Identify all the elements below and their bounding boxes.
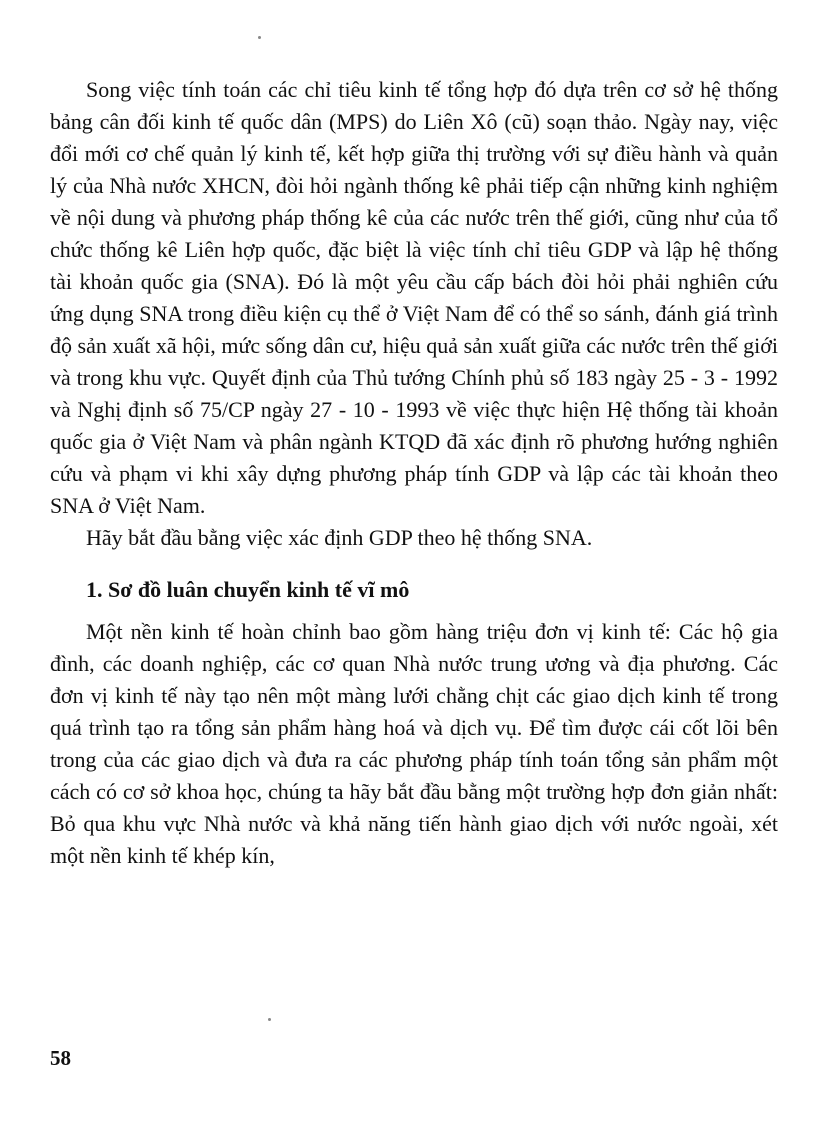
scan-speck — [258, 36, 261, 39]
section-heading: 1. Sơ đồ luân chuyển kinh tế vĩ mô — [86, 577, 410, 602]
scan-speck — [268, 1018, 271, 1021]
body-text — [50, 74, 778, 872]
page-number: 58 — [50, 1046, 71, 1070]
paragraph-mps-sna: Song việc tính toán các chỉ tiêu kinh tế tổng hợp đó dựa trên cơ sở hệ thống bảng cân đối kinh tế quốc dân (MPS) do Liên Xô (cũ) soạn thảo. Ngày nay, việc đổi mới cơ chế quản lý kinh tế, kết hợp giữa thị trường với sự điều hành và quản lý của Nhà nước XHCN, đòi hỏi ngành thống kê phải tiếp cận những kinh nghiệm về nội dung và phương pháp thống kê của các nước trên thế giới, cũng như của tổ chức thống kê Liên hợp quốc, đặc biệt là việc tính chỉ tiêu GDP và lập hệ thống tài khoản quốc gia (SNA). Đó là một yêu cầu cấp bách đòi hỏi phải nghiên cứu ứng dụng SNA trong điều kiện cụ thể ở Việt Nam để có thể so sánh, đánh giá trình độ sản xuất xã hội, mức sống dân cư, hiệu quả sản xuất giữa các nước trên thế giới và trong khu vực. Quyết định của Thủ tướng Chính phủ số 183 ngày 25 - 3 - 1992 và Nghị định số 75/CP ngày 27 - 10 - 1993 về việc thực hiện Hệ thống tài khoản quốc gia ở Việt Nam và phân ngành KTQD đã xác định rõ phương hướng nghiên cứu và phạm vi khi xây dựng phương pháp tính GDP và lập các tài khoản theo SNA ở Việt Nam. — [50, 77, 778, 518]
paragraph-economic-units: Một nền kinh tế hoàn chỉnh bao gồm hàng triệu đơn vị kinh tế: Các hộ gia đình, các doanh nghiệp, các cơ quan Nhà nước trung ương và địa phương. Các đơn vị kinh tế này tạo nên một màng lưới chằng chịt các giao dịch kinh tế trong quá trình tạo ra tổng sản phẩm hàng hoá và dịch vụ. Để tìm được cái cốt lõi bên trong của các giao dịch và đưa ra các phương pháp tính toán tổng sản phẩm một cách có cơ sở khoa học, chúng ta hãy bắt đầu bằng một trường hợp đơn giản nhất: Bỏ qua khu vực Nhà nước và khả năng tiến hành giao dịch với nước ngoài, xét một nền kinh tế khép kín, — [50, 619, 778, 868]
paragraph-gdp-intro: Hãy bắt đầu bằng việc xác định GDP theo hệ thống SNA. — [86, 525, 593, 550]
